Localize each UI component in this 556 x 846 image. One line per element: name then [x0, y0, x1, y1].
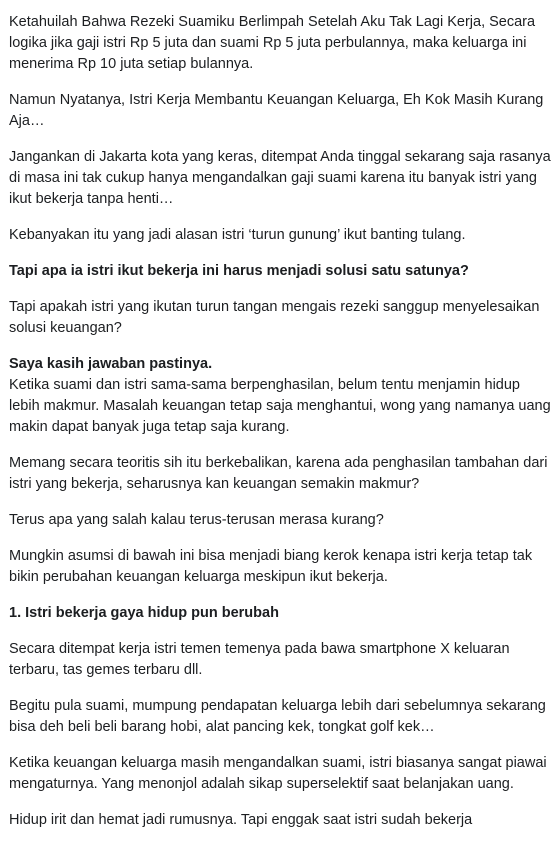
- paragraph-husband-hobby: Begitu pula suami, mumpung pendapatan keluarga lebih dari sebelumnya sekarang bisa deh beli beli barang hobi, alat pancing kek, tongkat golf kek…: [9, 698, 546, 735]
- answer-heading: Saya kasih jawaban pastinya.: [9, 356, 213, 372]
- paragraph-intro: Ketahuilah Bahwa Rezeki Suamiku Berlimpah Setelah Aku Tak Lagi Kerja, Secara logika jika gaji istri Rp 5 juta dan suami Rp 5 juta perbulannya, maka keluarga ini menerima Rp 10 juta setiap bulannya.: [9, 14, 536, 72]
- paragraph-assumption: Mungkin asumsi di bawah ini bisa menjadi biang kerok kenapa istri kerja tetap tak bikin perubahan keuangan keluarga meskipun ikut bekerja.: [9, 548, 533, 585]
- paragraph-what-wrong: Terus apa yang salah kalau terus-terusan merasa kurang?: [9, 512, 384, 528]
- paragraph-office-friends: Secara ditempat kerja istri temen temenya pada bawa smartphone X keluaran terbaru, tas gemes terbaru dll.: [9, 641, 510, 678]
- paragraph-jakarta: Jangankan di Jakarta kota yang keras, ditempat Anda tinggal sekarang saja rasanya di masa ini tak cukup hanya mengandalkan gaji suami karena itu banyak istri yang ikut bekerja tanpa henti…: [9, 149, 551, 207]
- answer-text: Ketika suami dan istri sama-sama berpenghasilan, belum tentu menjamin hidup lebih makmur. Masalah keuangan tetap saja menghantui, wong yang namanya uang makin dapat banyak juga tetap saja kurang.: [9, 377, 551, 435]
- paragraph-frugal: Hidup irit dan hemat jadi rumusnya. Tapi enggak saat istri sudah bekerja: [9, 812, 473, 828]
- subheading-question: Tapi apa ia istri ikut bekerja ini harus menjadi solusi satu satunya?: [9, 263, 469, 279]
- paragraph-theory: Memang secara teoritis sih itu berkebalikan, karena ada penghasilan tambahan dari istri yang bekerja, seharusnya kan keuangan semakin makmur?: [9, 455, 548, 492]
- paragraph-question: Tapi apakah istri yang ikutan turun tangan mengais rezeki sanggup menyelesaikan solusi keuangan?: [9, 299, 540, 336]
- paragraph-answer: [9, 354, 551, 438]
- paragraph-reality: Namun Nyatanya, Istri Kerja Membantu Keuangan Keluarga, Eh Kok Masih Kurang Aja…: [9, 92, 544, 129]
- post-body: [9, 12, 551, 831]
- paragraph-wife-manages: Ketika keuangan keluarga masih mengandalkan suami, istri biasanya sangat piawai mengaturnya. Yang menonjol adalah sikap superselektif saat belanjakan uang.: [9, 755, 547, 792]
- paragraph-reason: Kebanyakan itu yang jadi alasan istri ‘turun gunung’ ikut banting tulang.: [9, 227, 466, 243]
- subheading-lifestyle: 1. Istri bekerja gaya hidup pun berubah: [9, 605, 279, 621]
